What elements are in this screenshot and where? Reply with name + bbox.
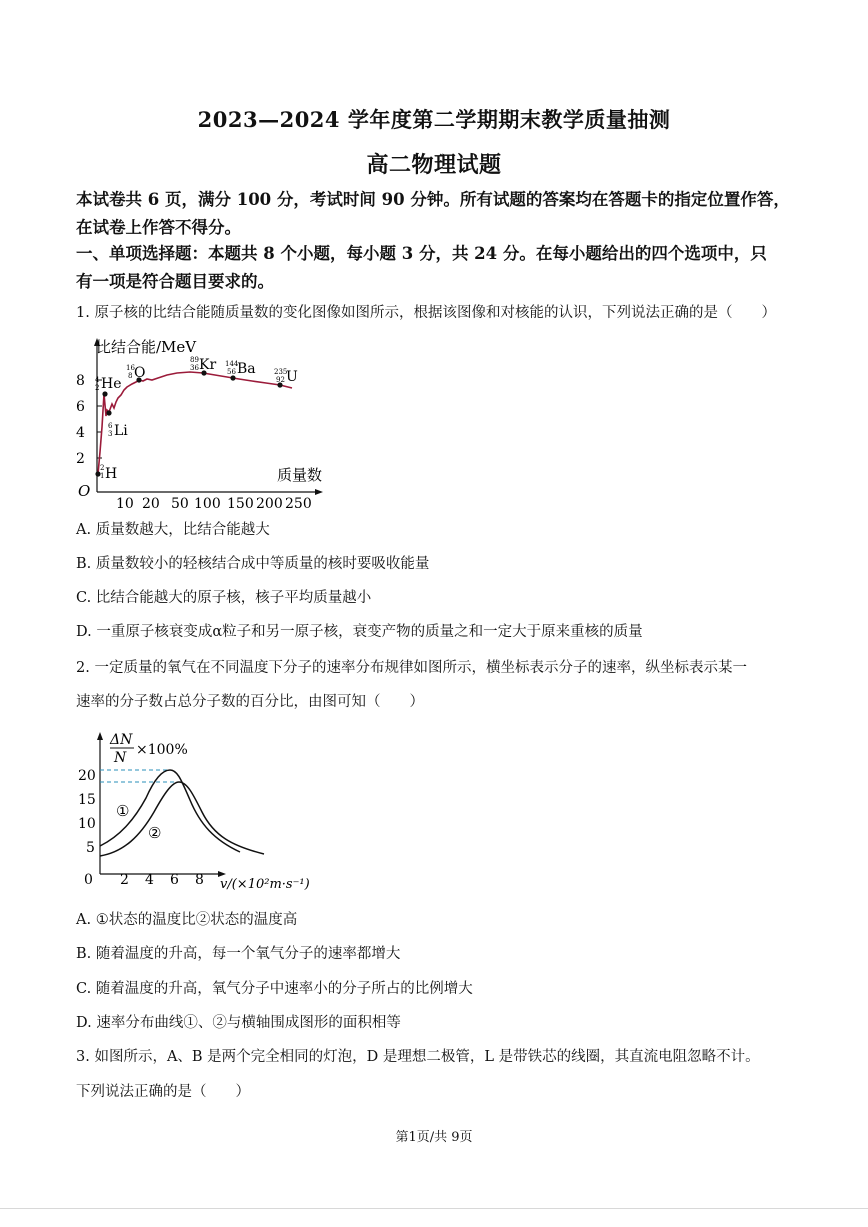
q2-option-c: C. 随着温度的升高，氧气分子中速率小的分子所占的比例增大 [76,981,473,997]
q2-option-b: B. 随着温度的升高，每一个氧气分子的速率都增大 [76,946,401,962]
x-tick-200: 200 [256,496,283,512]
instructions-line-1: 本试卷共 6 页，满分 100 分，考试时间 90 分钟。所有试题的答案均在答题卡的指定位置作答， [76,190,790,209]
y-tick-20: 20 [78,768,96,784]
svg-text:3: 3 [108,430,113,438]
label-Ba [225,360,256,377]
point-He [102,391,107,396]
figure-speed-distribution [72,728,332,898]
figure-binding-energy [72,332,342,512]
x-tick-8: 8 [195,872,204,888]
x-tick-4: 4 [145,872,154,888]
y-tick-2: 2 [76,451,85,467]
svg-text:O: O [134,365,146,381]
y-tick-10: 10 [78,816,96,832]
svg-text:Kr: Kr [199,357,217,373]
x-tick-150: 150 [227,496,254,512]
q1-option-c: C. 比结合能越大的原子核，核子平均质量越小 [76,590,372,606]
x-tick-20: 20 [142,496,160,512]
svg-text:8: 8 [128,372,133,380]
curve-2-label: ② [148,824,162,842]
label-He [95,376,122,392]
svg-text:235: 235 [274,368,288,376]
y-label-denominator: N [114,750,127,766]
section-heading-line-1: 一、单项选择题：本题共 8 个小题，每小题 3 分，共 24 分。在每小题给出的四个选项中，只 [76,244,767,263]
y-tick-15: 15 [78,792,96,808]
q1-option-a: A. 质量数越大，比结合能越大 [76,522,270,538]
label-Kr [190,356,216,373]
point-Li [106,410,111,415]
label-H [100,464,117,482]
svg-text:4: 4 [95,376,100,384]
bottom-divider [0,1208,868,1209]
q1-option-d: D. 一重原子核衰变成α粒子和另一原子核，衰变产物的质量之和一定大于原来重核的质量 [76,624,643,640]
y-tick-8: 8 [76,373,85,389]
q2-option-a: A. ①状态的温度比②状态的温度高 [76,912,298,928]
x-tick-100: 100 [194,496,221,512]
origin-label: 0 [84,872,93,888]
svg-text:144: 144 [225,360,239,368]
svg-text:He: He [101,376,122,392]
svg-text:92: 92 [276,376,285,384]
svg-text:16: 16 [126,364,135,372]
x-tick-2: 2 [120,872,129,888]
question-2-stem-line-1: 2. 一定质量的氧气在不同温度下分子的速率分布规律如图所示，横坐标表示分子的速率，纵坐标表示某一 [76,660,747,676]
svg-text:H: H [105,466,118,482]
section-heading-line-2: 有一项是符合题目要求的。 [76,272,274,291]
y-tick-5: 5 [86,840,95,856]
y-tick-4: 4 [76,425,85,441]
label-O [126,364,145,381]
x-tick-10: 10 [116,496,134,512]
binding-energy-chart [72,332,342,512]
x-tick-50: 50 [171,496,189,512]
x-axis-label: 质量数 [277,466,323,484]
svg-text:U: U [286,369,298,385]
question-3-stem-line-2: 下列说法正确的是（ ） [76,1084,250,1100]
svg-text:Ba: Ba [237,361,256,377]
svg-text:2: 2 [100,464,105,472]
y-label-suffix: ×100% [136,742,188,758]
svg-text:2: 2 [95,384,100,392]
y-axis-arrow-icon [97,732,103,740]
curve-1-label: ① [116,802,130,820]
y-tick-6: 6 [76,399,85,415]
svg-text:56: 56 [227,368,236,376]
y-axis-label: 比结合能/MeV [96,338,197,356]
origin-label: O [78,482,91,500]
x-tick-250: 250 [285,496,312,512]
page-title: 2023—2024 学年度第二学期期末教学质量抽测 [197,107,671,132]
x-tick-6: 6 [170,872,179,888]
point-Ba [230,375,235,380]
instructions-line-2: 在试卷上作答不得分。 [76,218,241,237]
question-2-stem-line-2: 速率的分子数占总分子数的百分比，由图可知（ ） [76,694,424,710]
label-Li [108,422,128,439]
label-U [274,368,298,385]
svg-text:89: 89 [190,356,199,364]
q1-option-b: B. 质量数较小的轻核结合成中等质量的核时要吸收能量 [76,556,430,572]
svg-text:6: 6 [108,422,113,430]
question-3-stem-line-1: 3. 如图所示，A、B 是两个完全相同的灯泡，D 是理想二极管，L 是带铁芯的线圈，其直流电阻忽略不计。 [76,1049,760,1065]
svg-text:Li: Li [114,423,128,439]
svg-text:36: 36 [190,364,199,372]
y-label-numerator: ΔN [110,732,133,748]
x-axis-arrow-icon [315,489,323,495]
page-subtitle: 高二物理试题 [366,152,502,178]
speed-distribution-chart [72,728,332,898]
page-footer: 第1页/共 9页 [395,1130,473,1145]
question-1-stem: 1. 原子核的比结合能随质量数的变化图像如图所示，根据该图像和对核能的认识，下列说法正确的是（ ） [76,305,776,321]
svg-text:1: 1 [100,472,105,480]
q2-option-d: D. 速率分布曲线①、②与横轴围成图形的面积相等 [76,1015,401,1031]
x-axis-label: v/(×10²m·s⁻¹) [220,877,310,892]
